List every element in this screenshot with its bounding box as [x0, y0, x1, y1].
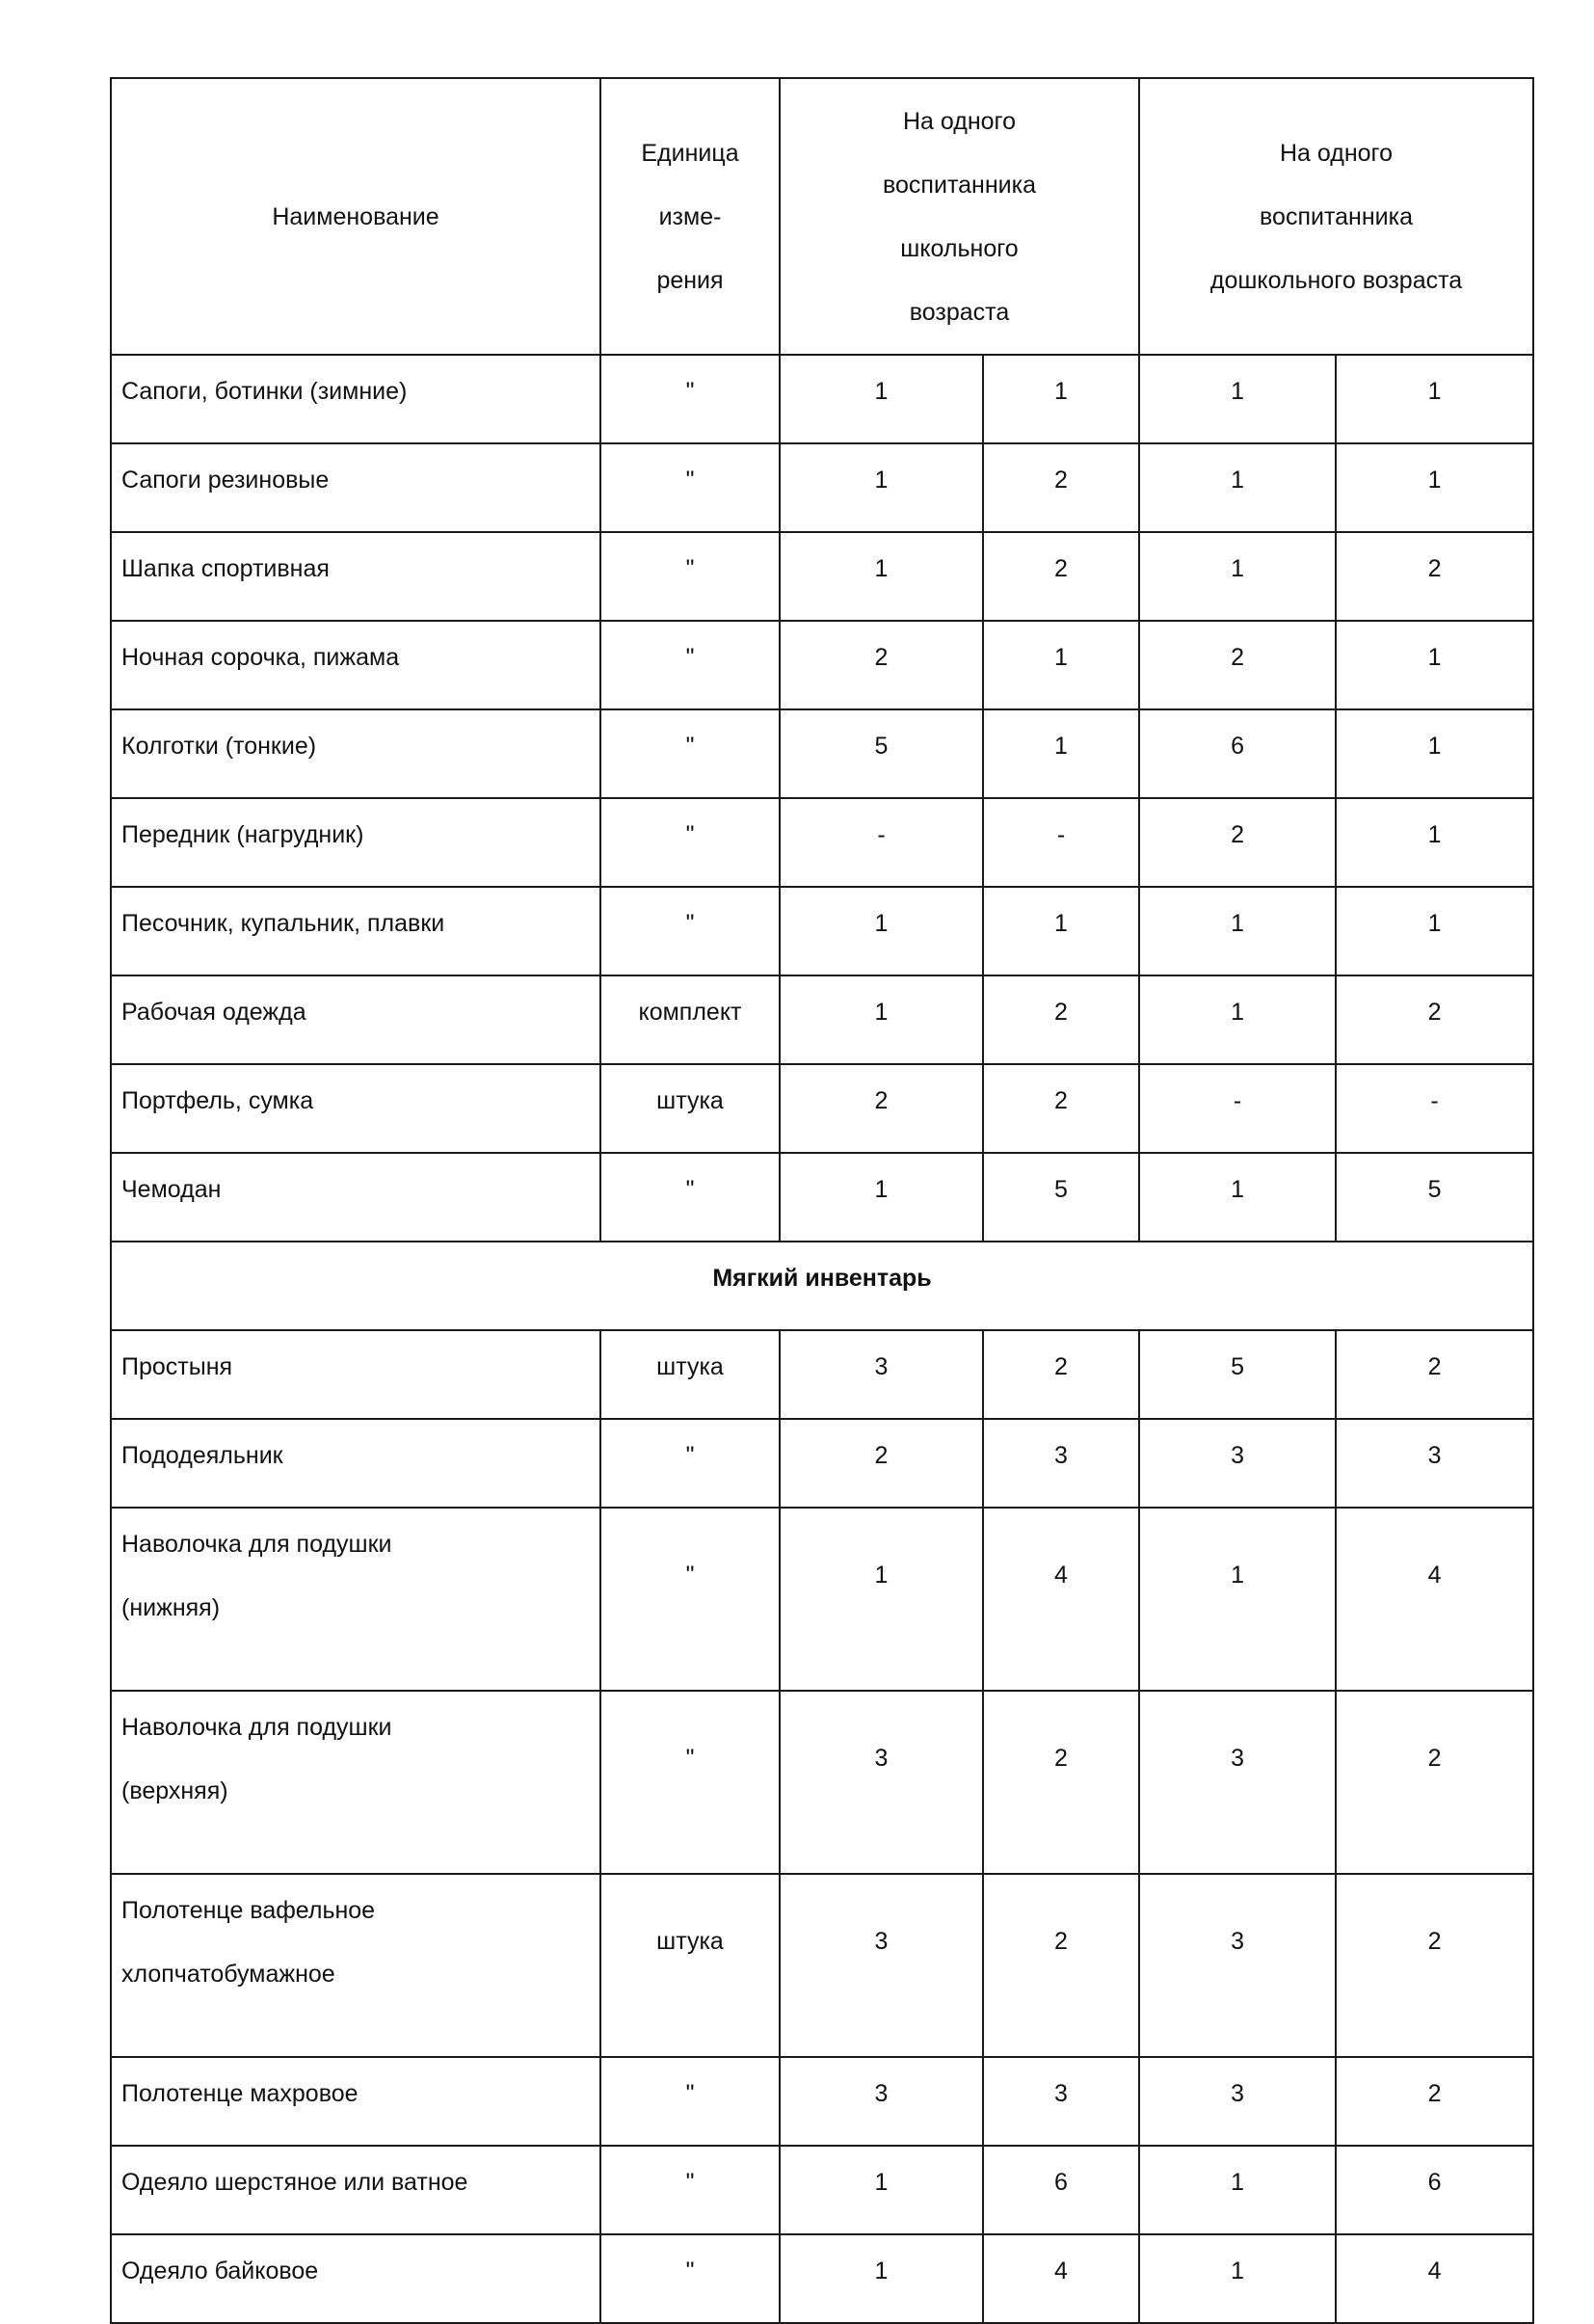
- item-value: 1: [780, 532, 983, 621]
- item-unit: ": [600, 887, 780, 975]
- item-value: 2: [983, 1330, 1139, 1419]
- item-value: 1: [1139, 2146, 1336, 2234]
- item-value: 3: [780, 1691, 983, 1874]
- item-value: 1: [1139, 1153, 1336, 1242]
- item-unit: ": [600, 355, 780, 443]
- item-unit: штука: [600, 1874, 780, 2057]
- item-value: 5: [1336, 1153, 1533, 1242]
- item-value: 2: [983, 1064, 1139, 1153]
- item-value: 1: [983, 709, 1139, 798]
- item-unit: ": [600, 798, 780, 887]
- table-row: [111, 1153, 1533, 1242]
- table-row: [111, 1330, 1533, 1419]
- table-row: [111, 2234, 1533, 2323]
- item-value: 6: [1336, 2146, 1533, 2234]
- section-title: Мягкий инвентарь: [111, 1242, 1533, 1330]
- item-name: Портфель, сумка: [111, 1064, 600, 1153]
- item-unit: ": [600, 709, 780, 798]
- table-row: [111, 532, 1533, 621]
- item-unit: ": [600, 1691, 780, 1874]
- header-school-age: На одного воспитанника школьного возраста: [780, 78, 1139, 355]
- item-value: 6: [1139, 709, 1336, 798]
- item-unit: штука: [600, 1330, 780, 1419]
- item-name: Одеяло байковое: [111, 2234, 600, 2323]
- item-value: 4: [983, 2234, 1139, 2323]
- item-value: 6: [983, 2146, 1139, 2234]
- item-value: 5: [780, 709, 983, 798]
- item-value: 2: [983, 532, 1139, 621]
- item-name: Песочник, купальник, плавки: [111, 887, 600, 975]
- item-value: 5: [983, 1153, 1139, 1242]
- item-name: Полотенце махровое: [111, 2057, 600, 2146]
- item-value: 2: [1336, 1691, 1533, 1874]
- item-name: Наволочка для подушки (нижняя): [111, 1508, 600, 1691]
- item-name: Колготки (тонкие): [111, 709, 600, 798]
- item-name: Наволочка для подушки (верхняя): [111, 1691, 600, 1874]
- item-unit: ": [600, 621, 780, 709]
- item-value: 1: [1139, 2234, 1336, 2323]
- item-value: 3: [1139, 1419, 1336, 1508]
- table-row: [111, 2057, 1533, 2146]
- section-row: [111, 1242, 1533, 1330]
- item-name: Ночная сорочка, пижама: [111, 621, 600, 709]
- item-value: 1: [1139, 1508, 1336, 1691]
- item-value: 2: [1336, 1874, 1533, 2057]
- item-value: 2: [1336, 532, 1533, 621]
- item-value: 3: [983, 2057, 1139, 2146]
- item-name: Одеяло шерстяное или ватное: [111, 2146, 600, 2234]
- item-value: 1: [1139, 355, 1336, 443]
- item-unit: ": [600, 2234, 780, 2323]
- item-value: 1: [1139, 532, 1336, 621]
- item-value: 4: [983, 1508, 1139, 1691]
- item-value: 3: [1139, 1691, 1336, 1874]
- header-name: Наименование: [111, 78, 600, 355]
- item-value: 1: [1139, 975, 1336, 1064]
- item-unit: ": [600, 1153, 780, 1242]
- item-value: 1: [780, 887, 983, 975]
- item-value: 1: [780, 1153, 983, 1242]
- item-value: 1: [1336, 887, 1533, 975]
- item-name: Сапоги резиновые: [111, 443, 600, 532]
- item-value: 3: [983, 1419, 1139, 1508]
- item-name: Шапка спортивная: [111, 532, 600, 621]
- item-value: 4: [1336, 2234, 1533, 2323]
- table-row: [111, 1064, 1533, 1153]
- item-unit: ": [600, 532, 780, 621]
- table-row: [111, 975, 1533, 1064]
- item-unit: штука: [600, 1064, 780, 1153]
- item-value: 1: [780, 975, 983, 1064]
- table-row: [111, 355, 1533, 443]
- table-row: [111, 1691, 1533, 1874]
- table-row: [111, 1419, 1533, 1508]
- item-value: 3: [1139, 2057, 1336, 2146]
- item-value: 2: [780, 621, 983, 709]
- item-value: 1: [780, 2234, 983, 2323]
- item-name: Простыня: [111, 1330, 600, 1419]
- supply-norms-table: [110, 77, 1534, 2324]
- item-unit: ": [600, 2057, 780, 2146]
- item-value: 1: [1336, 798, 1533, 887]
- table-row: [111, 709, 1533, 798]
- item-value: 2: [983, 443, 1139, 532]
- item-name: Чемодан: [111, 1153, 600, 1242]
- item-name: Сапоги, ботинки (зимние): [111, 355, 600, 443]
- item-unit: ": [600, 443, 780, 532]
- table-row: [111, 1508, 1533, 1691]
- item-value: 1: [780, 2146, 983, 2234]
- item-value: 1: [780, 1508, 983, 1691]
- item-value: 2: [983, 975, 1139, 1064]
- item-value: 4: [1336, 1508, 1533, 1691]
- item-value: 3: [1139, 1874, 1336, 2057]
- item-value: 1: [780, 443, 983, 532]
- table-row: [111, 2146, 1533, 2234]
- item-value: 1: [983, 887, 1139, 975]
- item-value: 2: [1336, 1330, 1533, 1419]
- item-name: Полотенце вафельное хлопчатобумажное: [111, 1874, 600, 2057]
- item-value: 1: [1336, 355, 1533, 443]
- item-value: 2: [1139, 621, 1336, 709]
- header-row: [111, 78, 1533, 355]
- item-value: 3: [780, 1330, 983, 1419]
- item-value: 5: [1139, 1330, 1336, 1419]
- header-preschool-age: На одного воспитанника дошкольного возраста: [1139, 78, 1533, 355]
- item-value: 2: [780, 1419, 983, 1508]
- table-row: [111, 443, 1533, 532]
- item-value: -: [1139, 1064, 1336, 1153]
- item-unit: ": [600, 2146, 780, 2234]
- item-value: 2: [1336, 2057, 1533, 2146]
- header-unit: Единица изме- рения: [600, 78, 780, 355]
- table-row: [111, 887, 1533, 975]
- table-row: [111, 798, 1533, 887]
- item-value: -: [983, 798, 1139, 887]
- item-value: 1: [1139, 887, 1336, 975]
- item-unit: ": [600, 1508, 780, 1691]
- item-value: 2: [1336, 975, 1533, 1064]
- table-row: [111, 1874, 1533, 2057]
- item-value: -: [1336, 1064, 1533, 1153]
- item-unit: комплект: [600, 975, 780, 1064]
- item-value: 1: [1336, 443, 1533, 532]
- item-value: 2: [983, 1874, 1139, 2057]
- item-value: 1: [1336, 709, 1533, 798]
- item-value: 3: [780, 1874, 983, 2057]
- item-name: Рабочая одежда: [111, 975, 600, 1064]
- table-row: [111, 621, 1533, 709]
- item-value: 2: [983, 1691, 1139, 1874]
- item-unit: ": [600, 1419, 780, 1508]
- item-value: 1: [983, 621, 1139, 709]
- item-value: 1: [1336, 621, 1533, 709]
- item-value: 3: [780, 2057, 983, 2146]
- item-value: -: [780, 798, 983, 887]
- item-name: Передник (нагрудник): [111, 798, 600, 887]
- item-value: 2: [1139, 798, 1336, 887]
- item-value: 1: [983, 355, 1139, 443]
- item-value: 3: [1336, 1419, 1533, 1508]
- item-value: 1: [780, 355, 983, 443]
- item-value: 1: [1139, 443, 1336, 532]
- item-name: Пододеяльник: [111, 1419, 600, 1508]
- item-value: 2: [780, 1064, 983, 1153]
